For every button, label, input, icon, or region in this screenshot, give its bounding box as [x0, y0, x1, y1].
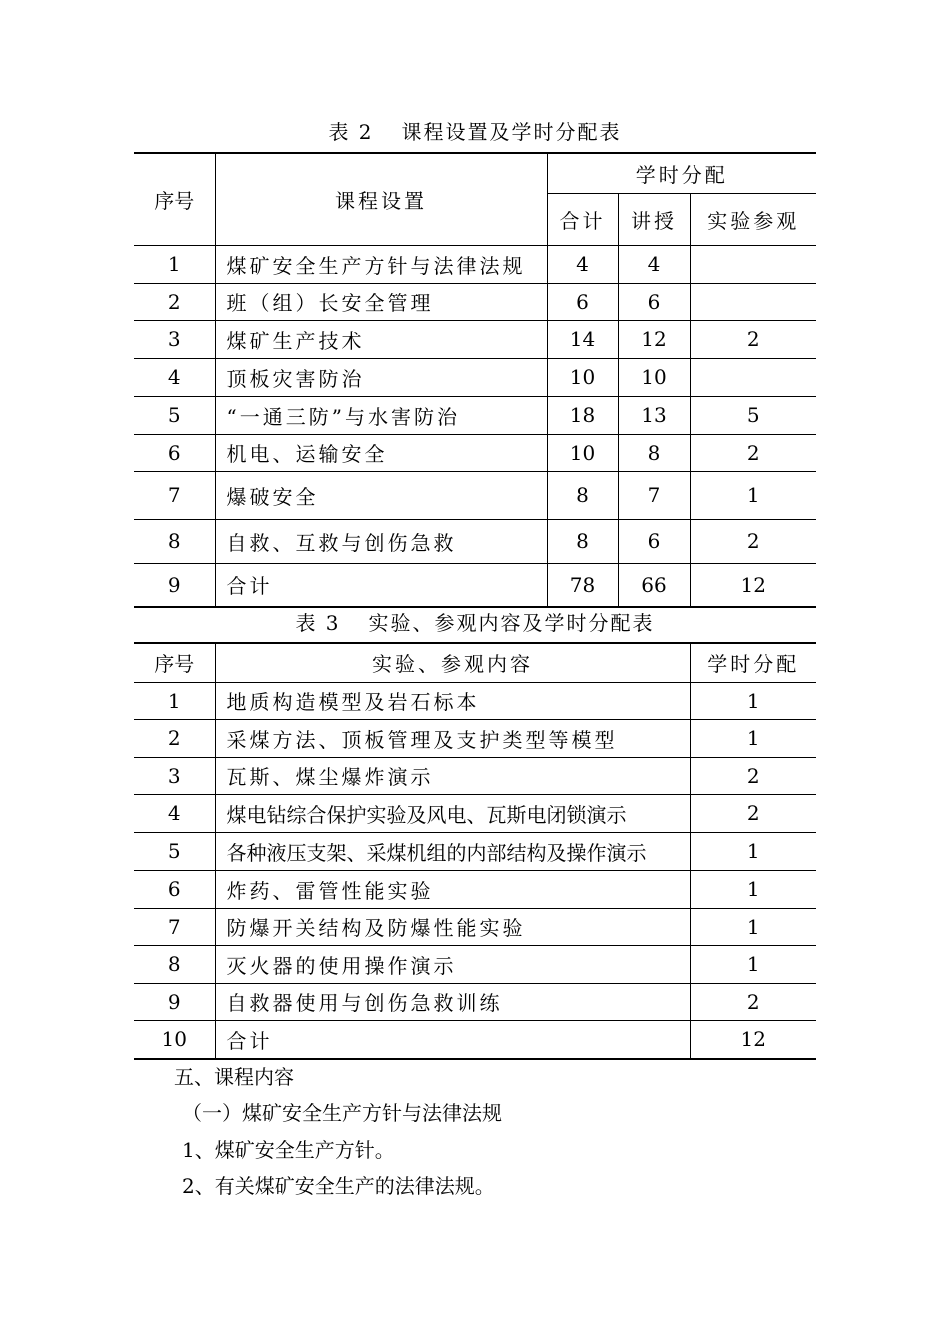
- table-row: [134, 396, 816, 434]
- row-lab: [690, 283, 816, 320]
- header-hours: 学时分配: [547, 153, 816, 193]
- table-row: [134, 1020, 816, 1059]
- row-seq: 1: [134, 682, 215, 719]
- header-hours: 学时分配: [690, 643, 816, 682]
- row-lecture: 6: [618, 519, 690, 563]
- row-content: 灭火器的使用操作演示: [215, 945, 690, 983]
- row-seq: 2: [134, 283, 215, 320]
- row-lecture: 10: [618, 358, 690, 396]
- row-hours: 2: [690, 757, 816, 794]
- header-seq: 序号: [134, 153, 215, 245]
- row-total: 10: [547, 358, 618, 396]
- row-course-name: 机电、运输安全: [215, 434, 547, 471]
- table2-caption: [134, 118, 816, 146]
- section-heading: 五、课程内容: [174, 1065, 294, 1089]
- header-seq: 序号: [134, 643, 215, 682]
- row-course-name: “一通三防”与水害防治: [215, 396, 547, 434]
- row-seq: 9: [134, 983, 215, 1020]
- row-hours: 2: [690, 983, 816, 1020]
- row-course-name: 煤矿生产技术: [215, 320, 547, 358]
- row-total: 8: [547, 519, 618, 563]
- row-seq: 5: [134, 396, 215, 434]
- table2-caption-number: 表 2: [328, 120, 374, 144]
- table-row: [134, 908, 816, 945]
- row-lab: [690, 245, 816, 283]
- row-seq: 8: [134, 945, 215, 983]
- row-seq: 7: [134, 908, 215, 945]
- row-seq: 8: [134, 519, 215, 563]
- row-total: 4: [547, 245, 618, 283]
- header-lecture: 讲授: [618, 193, 690, 245]
- row-content: 地质构造模型及岩石标本: [215, 682, 690, 719]
- row-lab: [690, 358, 816, 396]
- row-course-name: 合计: [215, 563, 547, 607]
- table-row: [134, 832, 816, 870]
- table-row: [134, 757, 816, 794]
- row-hours: 1: [690, 908, 816, 945]
- header-total: 合计: [547, 193, 618, 245]
- header-content: 实验、参观内容: [215, 643, 690, 682]
- row-lecture: 8: [618, 434, 690, 471]
- row-lecture: 13: [618, 396, 690, 434]
- row-lab: 5: [690, 396, 816, 434]
- row-course-name: 自救、互救与创伤急救: [215, 519, 547, 563]
- row-content: 自救器使用与创伤急救训练: [215, 983, 690, 1020]
- row-total: 78: [547, 563, 618, 607]
- table-row: [134, 945, 816, 983]
- row-lecture: 4: [618, 245, 690, 283]
- row-hours: 1: [690, 870, 816, 908]
- table-row: [134, 358, 816, 396]
- row-lab: 2: [690, 320, 816, 358]
- row-hours: 1: [690, 945, 816, 983]
- row-seq: 2: [134, 719, 215, 757]
- row-lecture: 66: [618, 563, 690, 607]
- table-row: [134, 983, 816, 1020]
- row-seq: 9: [134, 563, 215, 607]
- table-row: [134, 519, 816, 563]
- table-row: [134, 563, 816, 607]
- row-total: 6: [547, 283, 618, 320]
- table-row: [134, 719, 816, 757]
- row-seq: 3: [134, 757, 215, 794]
- list-item: 1、煤矿安全生产方针。: [182, 1138, 395, 1162]
- row-total: 8: [547, 471, 618, 519]
- course-hours-table: [134, 152, 816, 608]
- row-seq: 7: [134, 471, 215, 519]
- table-row: [134, 320, 816, 358]
- table-row: [134, 245, 816, 283]
- table-row: [134, 682, 816, 719]
- row-lab: 12: [690, 563, 816, 607]
- row-content: 煤电钻综合保护实验及风电、瓦斯电闭锁演示: [215, 794, 690, 832]
- list-item: 2、有关煤矿安全生产的法律法规。: [182, 1174, 495, 1198]
- row-content: 各种液压支架、采煤机组的内部结构及操作演示: [215, 832, 690, 870]
- table-row: [134, 794, 816, 832]
- row-lab: 2: [690, 434, 816, 471]
- header-course: 课程设置: [215, 153, 547, 245]
- table-row: [134, 870, 816, 908]
- row-seq: 5: [134, 832, 215, 870]
- row-seq: 6: [134, 870, 215, 908]
- row-hours: 2: [690, 794, 816, 832]
- row-hours: 1: [690, 682, 816, 719]
- header-lab: 实验参观: [690, 193, 816, 245]
- row-lecture: 7: [618, 471, 690, 519]
- row-lab: 2: [690, 519, 816, 563]
- row-content: 防爆开关结构及防爆性能实验: [215, 908, 690, 945]
- table-row: [134, 471, 816, 519]
- row-total: 14: [547, 320, 618, 358]
- row-course-name: 爆破安全: [215, 471, 547, 519]
- table3-caption-title: 实验、参观内容及学时分配表: [368, 611, 655, 635]
- subsection-heading: （一）煤矿安全生产方针与法律法规: [182, 1101, 502, 1125]
- lab-visit-table: [134, 642, 816, 1060]
- row-hours: 1: [690, 832, 816, 870]
- row-content: 炸药、雷管性能实验: [215, 870, 690, 908]
- table3-caption: [134, 609, 816, 637]
- row-course-name: 煤矿安全生产方针与法律法规: [215, 245, 547, 283]
- row-content: 合计: [215, 1020, 690, 1059]
- row-seq: 1: [134, 245, 215, 283]
- row-lecture: 6: [618, 283, 690, 320]
- row-seq: 4: [134, 358, 215, 396]
- row-lecture: 12: [618, 320, 690, 358]
- table-row: [134, 283, 816, 320]
- row-content: 瓦斯、煤尘爆炸演示: [215, 757, 690, 794]
- row-lab: 1: [690, 471, 816, 519]
- table3-caption-number: 表 3: [295, 611, 341, 635]
- row-hours: 1: [690, 719, 816, 757]
- row-content: 采煤方法、顶板管理及支护类型等模型: [215, 719, 690, 757]
- table2-caption-title: 课程设置及学时分配表: [401, 120, 622, 144]
- row-seq: 10: [134, 1020, 215, 1059]
- row-hours: 12: [690, 1020, 816, 1059]
- row-total: 10: [547, 434, 618, 471]
- row-seq: 4: [134, 794, 215, 832]
- row-course-name: 班（组）长安全管理: [215, 283, 547, 320]
- row-seq: 6: [134, 434, 215, 471]
- row-course-name: 顶板灾害防治: [215, 358, 547, 396]
- row-total: 18: [547, 396, 618, 434]
- table-row: [134, 434, 816, 471]
- row-seq: 3: [134, 320, 215, 358]
